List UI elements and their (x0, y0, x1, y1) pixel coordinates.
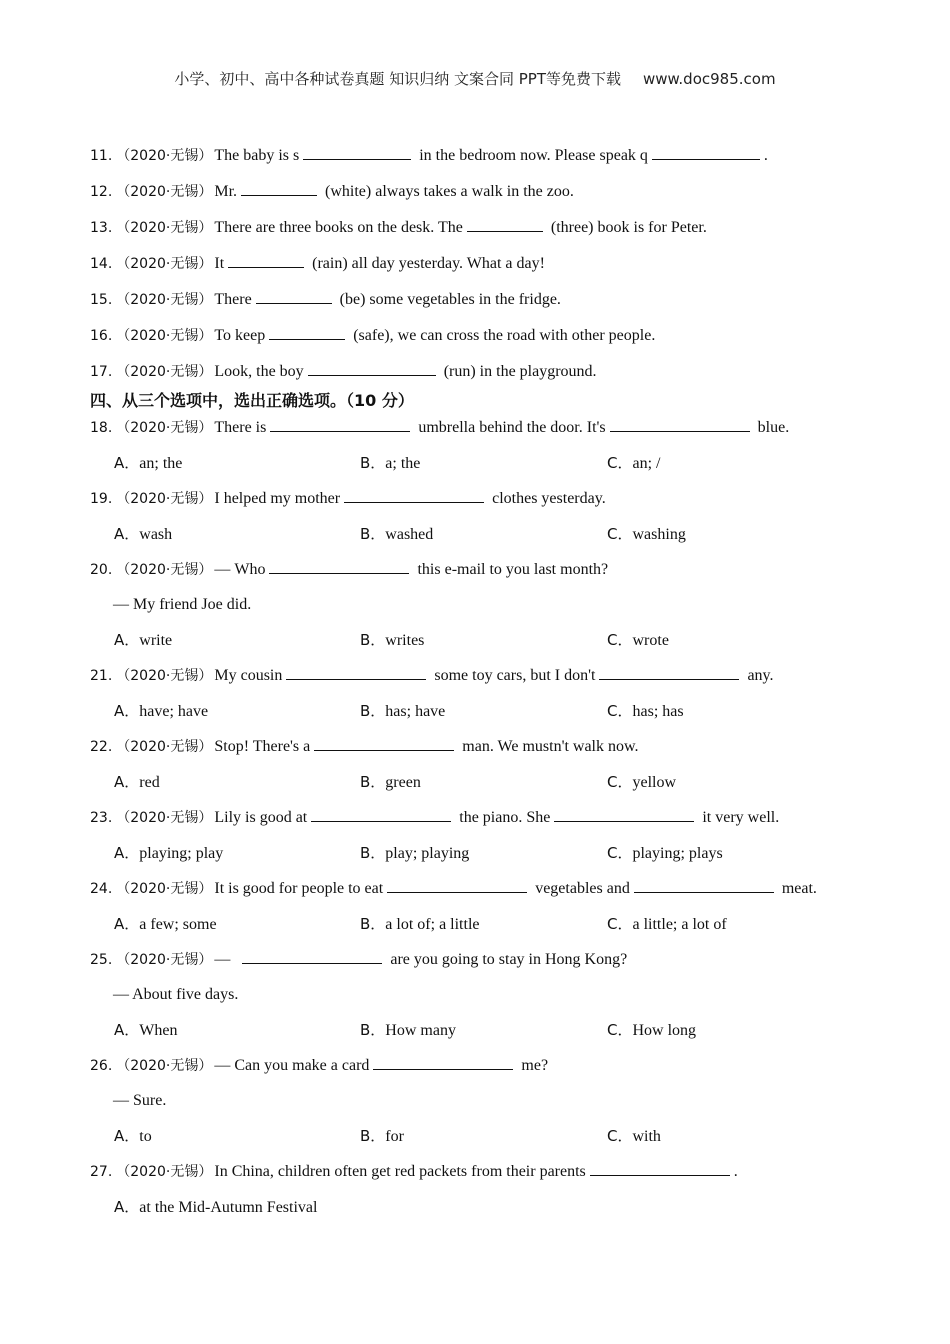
answer-blank[interactable] (634, 876, 774, 893)
answer-blank[interactable] (269, 557, 409, 574)
question-19: 19. （2020·无锡） I helped my mother clothes yesterday. (90, 486, 870, 522)
question-27: 27. （2020·无锡） In China, children often get red packets from their parents . (90, 1159, 870, 1195)
question-12: 12. （2020·无锡） Mr. (white) always takes a walk in the zoo. (90, 179, 870, 215)
answer-blank[interactable] (256, 287, 332, 304)
answer-blank[interactable] (242, 947, 382, 964)
header-text: 小学、初中、高中各种试卷真题 知识归纳 文案合同 PPT等免费下载 (174, 70, 621, 88)
answer-blank[interactable] (387, 876, 527, 893)
option-b[interactable]: B．for (360, 1127, 404, 1145)
dialog-reply: — Sure. (113, 1092, 167, 1109)
answer-blank[interactable] (652, 143, 760, 160)
options-27 (90, 1195, 870, 1230)
worksheet-content (90, 143, 870, 1230)
option-c[interactable]: C．playing; plays (607, 844, 723, 862)
question-25: 25. （2020·无锡） — are you going to stay in Hong Kong? (90, 947, 870, 983)
option-a[interactable]: A．write (114, 631, 173, 649)
answer-blank[interactable] (311, 805, 451, 822)
question-22: 22. （2020·无锡） Stop! There's a man. We mustn't walk now. (90, 734, 870, 770)
answer-blank[interactable] (286, 663, 426, 680)
option-c[interactable]: C．an; / (607, 454, 661, 472)
question-23: 23. （2020·无锡） Lily is good at the piano. She it very well. (90, 805, 870, 841)
options-26 (90, 1124, 870, 1159)
answer-blank[interactable] (308, 359, 436, 376)
answer-blank[interactable] (373, 1053, 513, 1070)
option-b[interactable]: B．writes (360, 631, 425, 649)
answer-blank[interactable] (314, 734, 454, 751)
option-a[interactable]: A．have; have (114, 702, 209, 720)
question-17: 17. （2020·无锡） Look, the boy (run) in the playground. (90, 359, 870, 395)
option-b[interactable]: B．a lot of; a little (360, 915, 480, 933)
options-21 (90, 699, 870, 734)
option-c[interactable]: C．yellow (607, 773, 677, 791)
question-11: 11. （2020·无锡） The baby is s in the bedroom now. Please speak q . (90, 143, 870, 179)
question-16: 16. （2020·无锡） To keep (safe), we can cross the road with other people. (90, 323, 870, 359)
answer-blank[interactable] (610, 415, 750, 432)
answer-blank[interactable] (270, 415, 410, 432)
option-b[interactable]: B．How many (360, 1021, 456, 1039)
answer-blank[interactable] (599, 663, 739, 680)
answer-blank[interactable] (228, 251, 304, 268)
options-22 (90, 770, 870, 805)
header-site: www.doc985.com (642, 70, 776, 88)
option-a[interactable]: A．an; the (114, 454, 183, 472)
page-header (0, 68, 950, 89)
options-18 (90, 451, 870, 486)
question-26: 26. （2020·无锡） — Can you make a card me? (90, 1053, 870, 1089)
answer-blank[interactable] (344, 486, 484, 503)
option-b[interactable]: B．a; the (360, 454, 421, 472)
option-a[interactable]: A．to (114, 1127, 152, 1145)
option-a[interactable]: A．at the Mid-Autumn Festival (114, 1198, 318, 1216)
option-b[interactable]: B．green (360, 773, 421, 791)
option-a[interactable]: A．a few; some (114, 915, 217, 933)
question-13: 13. （2020·无锡） There are three books on the desk. The (three) book is for Peter. (90, 215, 870, 251)
options-24 (90, 912, 870, 947)
option-a[interactable]: A．wash (114, 525, 173, 543)
option-a[interactable]: A．red (114, 773, 160, 791)
question-24: 24. （2020·无锡） It is good for people to eat vegetables and meat. (90, 876, 870, 912)
answer-blank[interactable] (590, 1159, 730, 1176)
option-a[interactable]: A．When (114, 1021, 178, 1039)
answer-blank[interactable] (303, 143, 411, 160)
question-21: 21. （2020·无锡） My cousin some toy cars, but I don't any. (90, 663, 870, 699)
option-c[interactable]: C．with (607, 1127, 661, 1145)
question-15: 15. （2020·无锡） There (be) some vegetables in the fridge. (90, 287, 870, 323)
option-b[interactable]: B．has; have (360, 702, 446, 720)
dialog-reply: — My friend Joe did. (113, 596, 252, 613)
options-23 (90, 841, 870, 876)
option-a[interactable]: A．playing; play (114, 844, 224, 862)
answer-blank[interactable] (269, 323, 345, 340)
answer-blank[interactable] (241, 179, 317, 196)
options-25 (90, 1018, 870, 1053)
option-c[interactable]: C．washing (607, 525, 686, 543)
answer-blank[interactable] (554, 805, 694, 822)
question-20: 20. （2020·无锡） — Who this e-mail to you last month? (90, 557, 870, 593)
options-20 (90, 628, 870, 663)
option-c[interactable]: C．wrote (607, 631, 669, 649)
option-b[interactable]: B．play; playing (360, 844, 470, 862)
answer-blank[interactable] (467, 215, 543, 232)
question-18: 18. （2020·无锡） There is umbrella behind the door. It's blue. (90, 415, 870, 451)
dialog-reply: — About five days. (113, 986, 239, 1003)
option-b[interactable]: B．washed (360, 525, 434, 543)
option-c[interactable]: C．How long (607, 1021, 697, 1039)
section-title: 四、从三个选项中，选出正确选项。（10 分） (90, 391, 414, 410)
option-c[interactable]: C．has; has (607, 702, 684, 720)
question-14: 14. （2020·无锡） It (rain) all day yesterday. What a day! (90, 251, 870, 287)
options-19 (90, 522, 870, 557)
option-c[interactable]: C．a little; a lot of (607, 915, 727, 933)
